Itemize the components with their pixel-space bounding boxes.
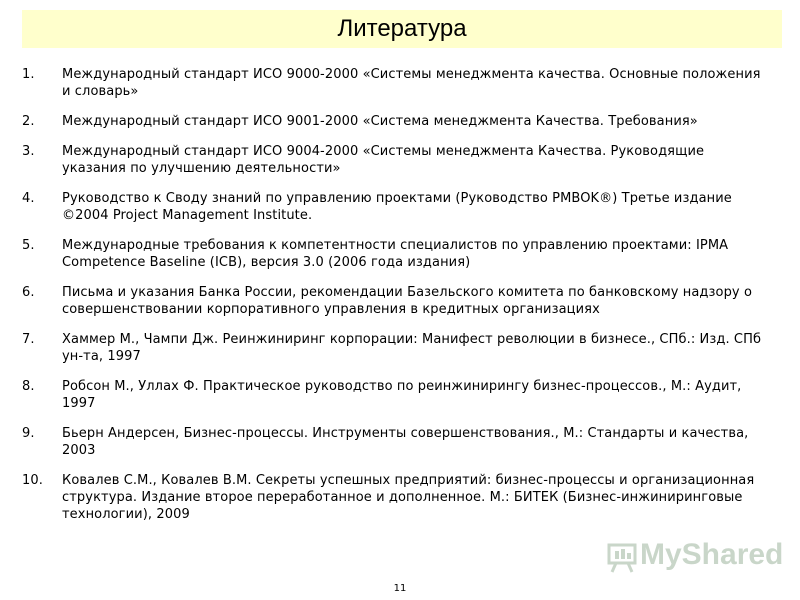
list-item bbox=[22, 425, 762, 459]
list-item-text: Международный стандарт ИСО 9001-2000 «Система менеджмента Качества. Требования» bbox=[62, 114, 698, 129]
page-number: 11 bbox=[393, 583, 407, 594]
list-item bbox=[22, 284, 762, 318]
list-item-text: Робсон М., Уллах Ф. Практическое руководство по реинжинирингу бизнес-процессов., М.: Аудит, 1997 bbox=[62, 379, 742, 411]
watermark bbox=[606, 538, 784, 578]
list-item-text: Хаммер М., Чампи Дж. Реинжиниринг корпорации: Манифест революции в бизнесе., СПб.: Изд. СПб ун-та, 1997 bbox=[62, 332, 762, 364]
list-item-number: 10. bbox=[22, 473, 43, 488]
list-item-number: 8. bbox=[22, 379, 35, 394]
list-item-number: 7. bbox=[22, 332, 35, 347]
list-item-number: 3. bbox=[22, 144, 35, 159]
list-item bbox=[22, 190, 762, 224]
list-item bbox=[22, 331, 762, 365]
list-item-text: Бьерн Андерсен, Бизнес-процессы. Инструменты совершенствования., М.: Стандарты и качества, 2003 bbox=[62, 426, 749, 458]
list-item-number: 1. bbox=[22, 67, 35, 82]
list-item-number: 9. bbox=[22, 426, 35, 441]
watermark-text: MyShared bbox=[640, 538, 784, 571]
list-item-number: 6. bbox=[22, 285, 35, 300]
title-bar bbox=[22, 10, 782, 48]
list-item-text: Международный стандарт ИСО 9000-2000 «Системы менеджмента качества. Основные положения и словарь» bbox=[62, 67, 761, 99]
list-item-text: Ковалев С.М., Ковалев В.М. Секреты успешных предприятий: бизнес-процессы и организационная структура. Издание второе переработанное и дополненное. М.: БИТЕК (Бизнес-инжиниринговые технологии), 2009 bbox=[62, 473, 755, 522]
list-item-text: Международный стандарт ИСО 9004-2000 «Системы менеджмента Качества. Руководящие указания по улучшению деятельности» bbox=[62, 144, 705, 176]
list-item-text: Руководство к Своду знаний по управлению проектами (Руководство PMBOK®) Третье издание ©2004 Project Management Institute. bbox=[62, 191, 732, 223]
page-title: Литература bbox=[337, 15, 467, 42]
presentation-icon bbox=[606, 542, 638, 574]
list-item-number: 2. bbox=[22, 114, 35, 129]
list-item bbox=[22, 143, 762, 177]
list-item bbox=[22, 472, 762, 523]
list-item-text: Письма и указания Банка России, рекомендации Базельского комитета по банковскому надзору о совершенствовании корпоративного управления в кредитных организациях bbox=[62, 285, 753, 317]
list-item bbox=[22, 66, 762, 100]
list-item-number: 4. bbox=[22, 191, 35, 206]
list-item bbox=[22, 113, 762, 130]
list-item-text: Международные требования к компетентности специалистов по управлению проектами: IPMA Competence Baseline (ICB), версия 3.0 (2006 года издания) bbox=[62, 238, 729, 270]
reference-list bbox=[22, 66, 762, 536]
list-item-number: 5. bbox=[22, 238, 35, 253]
list-item bbox=[22, 237, 762, 271]
list-item bbox=[22, 378, 762, 412]
